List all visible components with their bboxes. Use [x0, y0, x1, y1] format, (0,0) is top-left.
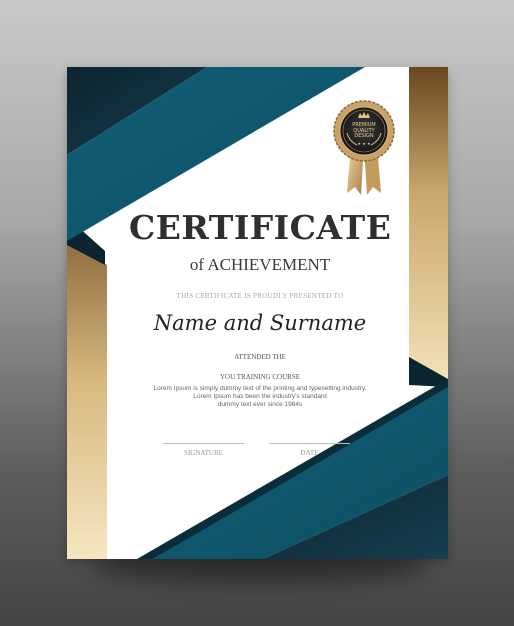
seal-line-2: QUALITY: [353, 127, 375, 134]
signature-label: SIGNATURE: [184, 449, 223, 457]
course-name: YOU TRAINING COURSE: [220, 373, 300, 381]
certificate-title: CERTIFICATE: [129, 208, 392, 247]
signature-line: [163, 443, 244, 444]
recipient-name: Name and Surname: [153, 311, 367, 335]
seal-stars-icon: ★ ★ ★: [357, 141, 371, 146]
description-line-1: Lorem Ipsum is simply dummy text of the printing and typesetting industry.: [153, 385, 367, 392]
description-line-2: Lorem Ipsum has been the industry's standard: [193, 393, 327, 400]
seal-line-3: DESIGN: [354, 133, 374, 139]
description-text: [129, 385, 391, 409]
seal-line-1: PREMIUM: [352, 122, 376, 128]
certificate-subtitle: of ACHIEVEMENT: [189, 255, 331, 274]
quality-seal: [331, 97, 397, 199]
left-gold-strip: [67, 237, 107, 559]
attended-label: ATTENDED THE: [234, 353, 286, 361]
date-label: DATE: [300, 449, 319, 457]
seal-text: [339, 123, 389, 140]
presented-to-label: THIS CERTIFICATE IS PROUDLY PRESENTED TO: [176, 292, 344, 300]
description-line-3: dummy text ever since 1984s: [217, 401, 303, 408]
seal-badge-art: [331, 97, 397, 199]
date-line: [269, 443, 350, 444]
certificate-card: [67, 67, 448, 559]
right-gold-strip: [409, 67, 448, 379]
